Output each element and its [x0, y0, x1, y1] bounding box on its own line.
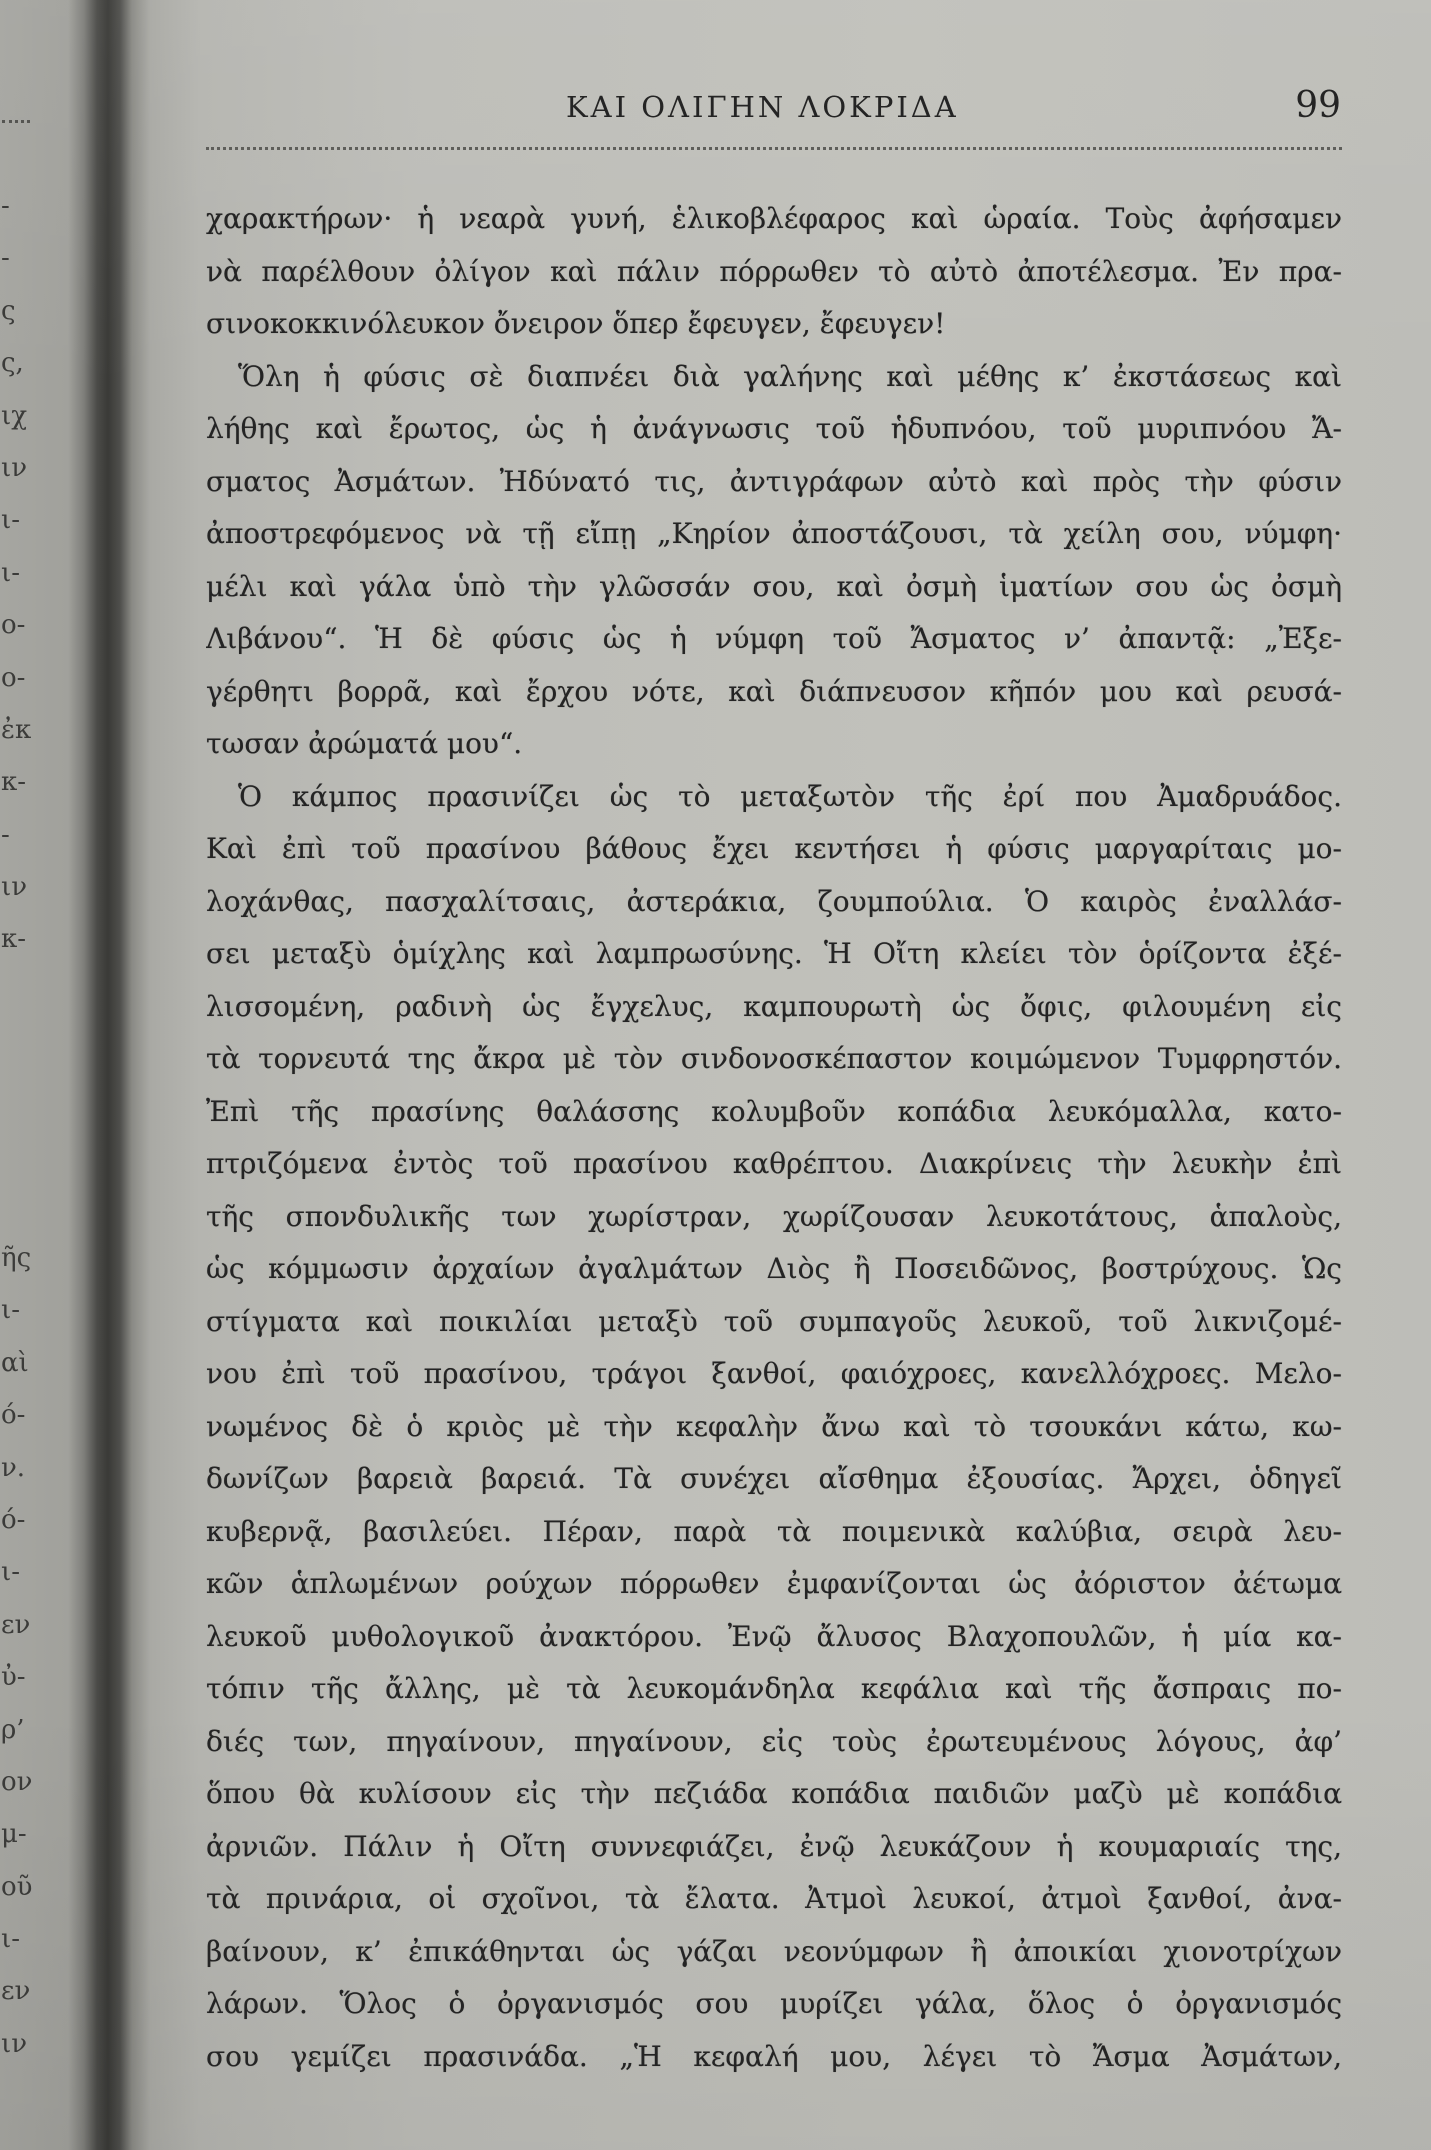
facing-page-fragment: ρ’ — [1, 1714, 25, 1745]
text-line: Ὁ κάμπος πρασινίζει ὡς τὸ μεταξωτὸν τῆς ἐρί που Ἀμαδρυάδος. — [238, 779, 1342, 813]
text-line: σου γεμίζει πρασινάδα. „Ἡ κεφαλή μου, λέγει τὸ Ἄσμα Ἀσμάτων, — [206, 2039, 1342, 2073]
facing-page-fragment: ν. — [1, 1452, 26, 1483]
text-line: τωσαν ἀρώματά μου“. — [206, 727, 523, 760]
text-line: τὰ πρινάρια, οἱ σχοῖνοι, τὰ ἔλατα. Ἀτμοὶ λευκοί, ἀτμοὶ ξανθοί, ἀνα- — [206, 1882, 1342, 1915]
facing-page-fragment: ο- — [1, 662, 26, 693]
facing-page-fragment: ιν — [1, 872, 27, 903]
running-head-title: ΚΑΙ ΟΛΙΓΗΝ ΛΟΚΡΙΔΑ — [566, 90, 959, 124]
facing-page-fragment: ῆς — [1, 1243, 32, 1273]
facing-page-fragments-lower — [1, 1232, 43, 2070]
facing-page-fragment: ι- — [1, 557, 20, 588]
facing-page-fragment: ι- — [1, 1924, 20, 1955]
text-line: βαίνουν, κ’ ἐπικάθηνται ὡς γάζαι νεονύμφων ἢ ἀποικίαι χιονοτρίχων — [206, 1934, 1342, 1968]
text-line: τόπιν τῆς ἄλλης, μὲ τὰ λευκομάνδηλα κεφάλια καὶ τῆς ἄσπραις πο- — [206, 1672, 1342, 1705]
facing-page-fragment: - — [1, 243, 10, 274]
text-line: στίγματα καὶ ποικιλίαι μεταξὺ τοῦ συμπαγοῦς λευκοῦ, τοῦ λικνιζομέ- — [206, 1304, 1342, 1338]
facing-page-fragment: εν — [1, 1976, 31, 2007]
text-line: τῆς σπονδυλικῆς των χωρίστραν, χωρίζουσαν λευκοτάτους, ἁπαλοὺς, — [206, 1199, 1342, 1233]
text-line: σει μεταξὺ ὁμίχλης καὶ λαμπρωσύνης. Ἡ Οἴτη κλείει τὸν ὁρίζοντα ἐξέ- — [206, 937, 1342, 970]
text-line: νου ἐπὶ τοῦ πρασίνου, τράγοι ξανθοί, φαιόχροες, κανελλόχροες. Μελο- — [206, 1357, 1342, 1390]
facing-page-fragments-upper — [1, 180, 43, 966]
facing-page-fragment: ό- — [1, 1504, 26, 1535]
text-line: ἀποστρεφόμενος νὰ τῇ εἴπῃ „Κηρίον ἀποστάζουσι, τὰ χείλη σου, νύμφη· — [206, 517, 1342, 550]
text-line: Ἐπὶ τῆς πρασίνης θαλάσσης κολυμβοῦν κοπάδια λευκόμαλλα, κατο- — [206, 1094, 1342, 1128]
facing-page-fragment: ς, — [1, 348, 24, 379]
paragraph — [206, 193, 1342, 351]
text-line: σινοκοκκινόλευκον ὄνειρον ὅπερ ἔφευγεν, ἔφευγεν! — [206, 307, 946, 340]
facing-page-fragment: ιν — [1, 2028, 27, 2059]
facing-page-fragment: ο- — [1, 610, 26, 641]
text-line: τὰ τορνευτά της ἄκρα μὲ τὸν σινδονοσκέπαστον κοιμώμενον Τυμφρηστόν. — [206, 1042, 1342, 1075]
text-line: δωνίζων βαρειὰ βαρειά. Τὰ συνέχει αἴσθημα ἐξουσίας. Ἄρχει, ὁδηγεῖ — [206, 1462, 1342, 1495]
facing-page-fragment: ι- — [1, 505, 20, 536]
facing-page-fragment: κ- — [1, 767, 27, 798]
text-line: λήθης καὶ ἔρωτος, ὡς ἡ ἀνάγνωσις τοῦ ἡδυπνόου, τοῦ μυριπνόου Ἄ- — [206, 412, 1342, 445]
page-number: 99 — [1295, 85, 1341, 126]
text-line: πτριζόμενα ἐντὸς τοῦ πρασίνου καθρέπτου. Διακρίνεις τὴν λευκὴν ἐπὶ — [206, 1147, 1342, 1180]
paragraph — [206, 351, 1342, 771]
facing-page-fragment: - — [1, 191, 10, 221]
facing-page-fragment: - — [1, 819, 10, 850]
body-text — [206, 193, 1342, 2083]
facing-page-fragment: ι- — [1, 1557, 20, 1588]
text-line: ὡς κόμμωσιν ἀρχαίων ἀγαλμάτων Διὸς ἢ Ποσειδῶνος, βοστρύχους. Ὡς — [206, 1252, 1342, 1285]
paragraph — [206, 771, 1342, 2084]
text-line: νὰ παρέλθουν ὀλίγον καὶ πάλιν πόρρωθεν τὸ αὐτὸ ἀποτέλεσμα. Ἐν πρα- — [206, 254, 1342, 288]
facing-page-fragment: μ- — [1, 1819, 27, 1850]
facing-page-fragment: ιχ — [1, 400, 27, 431]
facing-page-fragment: ἐκ — [1, 714, 32, 745]
text-line: διές των, πηγαίνουν, πηγαίνουν, εἰς τοὺς ἐρωτευμένους λόγους, ἀφ’ — [206, 1724, 1342, 1758]
facing-page-fragment: ς — [1, 295, 16, 326]
text-line: λάρων. Ὅλος ὁ ὀργανισμός σου μυρίζει γάλα, ὅλος ὁ ὀργανισμός — [206, 1987, 1342, 2020]
text-line: κυβερνᾷ, βασιλεύει. Πέραν, παρὰ τὰ ποιμενικὰ καλύβια, σειρὰ λευ- — [206, 1514, 1342, 1548]
facing-page-fragment: ὐ- — [1, 1662, 26, 1693]
facing-page-fragment: ιν — [1, 452, 27, 483]
facing-page-fragment: ό- — [1, 1400, 26, 1431]
text-line: μέλι καὶ γάλα ὑπὸ τὴν γλῶσσάν σου, καὶ ὀσμὴ ἱματίων σου ὡς ὀσμὴ — [206, 569, 1342, 603]
text-line: γέρθητι βορρᾶ, καὶ ἔρχου νότε, καὶ διάπνευσον κῆπόν μου καὶ ρευσά- — [206, 674, 1342, 708]
facing-page-fragment: κ- — [1, 924, 27, 955]
text-line: κῶν ἁπλωμένων ρούχων πόρρωθεν ἐμφανίζονται ὡς ἀόριστον ἀέτωμα — [206, 1567, 1342, 1600]
facing-page-fragment: οῦ — [1, 1871, 33, 1902]
facing-page-fragment: ι- — [1, 1295, 20, 1326]
facing-page-fragment: αὶ — [1, 1347, 29, 1378]
text-line: ἀρνιῶν. Πάλιν ἡ Οἴτη συννεφιάζει, ἐνῷ λευκάζουν ἡ κουμαριαίς της, — [206, 1829, 1342, 1863]
text-line: Καὶ ἐπὶ τοῦ πρασίνου βάθους ἔχει κεντήσει ἡ φύσις μαργαρίταις μο- — [206, 832, 1342, 865]
text-line: χαρακτήρων· ἡ νεαρὰ γυνή, ἑλικοβλέφαρος καὶ ὡραία. Τοὺς ἀφήσαμεν — [206, 202, 1342, 235]
text-line: ὅπου θὰ κυλίσουν εἰς τὴν πεζιάδα κοπάδια παιδιῶν μαζὺ μὲ κοπάδια — [206, 1777, 1342, 1810]
text-line: νωμένος δὲ ὁ κριὸς μὲ τὴν κεφαλὴν ἄνω καὶ τὸ τσουκάνι κάτω, κω- — [206, 1409, 1342, 1443]
text-line: λευκοῦ μυθολογικοῦ ἀνακτόρου. Ἐνῷ ἄλυσος Βλαχοπουλῶν, ἡ μία κα- — [206, 1619, 1342, 1653]
text-line: σματος Ἀσμάτων. Ἠδύνατό τις, ἀντιγράφων αὐτὸ καὶ πρὸς τὴν φύσιν — [206, 464, 1342, 498]
text-line: λισσομένη, ραδινὴ ὡς ἔγχελυς, καμπουρωτὴ ὡς ὄφις, φιλουμένη εἰς — [206, 989, 1342, 1023]
facing-page-fragment: εν — [1, 1609, 31, 1640]
facing-page-fragment: ον — [1, 1766, 33, 1797]
header-rule — [206, 147, 1342, 150]
text-line: Ὅλη ἡ φύσις σὲ διαπνέει διὰ γαλήνης καὶ μέθης κ’ ἐκστάσεως καὶ — [238, 359, 1342, 393]
text-line: λοχάνθας, πασχαλίτσαις, ἀστεράκια, ζουμπούλια. Ὁ καιρὸς ἐναλλάσ- — [206, 884, 1342, 918]
text-line: Λιβάνου“. Ἡ δὲ φύσις ὡς ἡ νύμφη τοῦ Ἄσματος ν’ ἀπαντᾷ: „Ἐξε- — [206, 622, 1342, 655]
facing-page-rule — [2, 120, 30, 123]
